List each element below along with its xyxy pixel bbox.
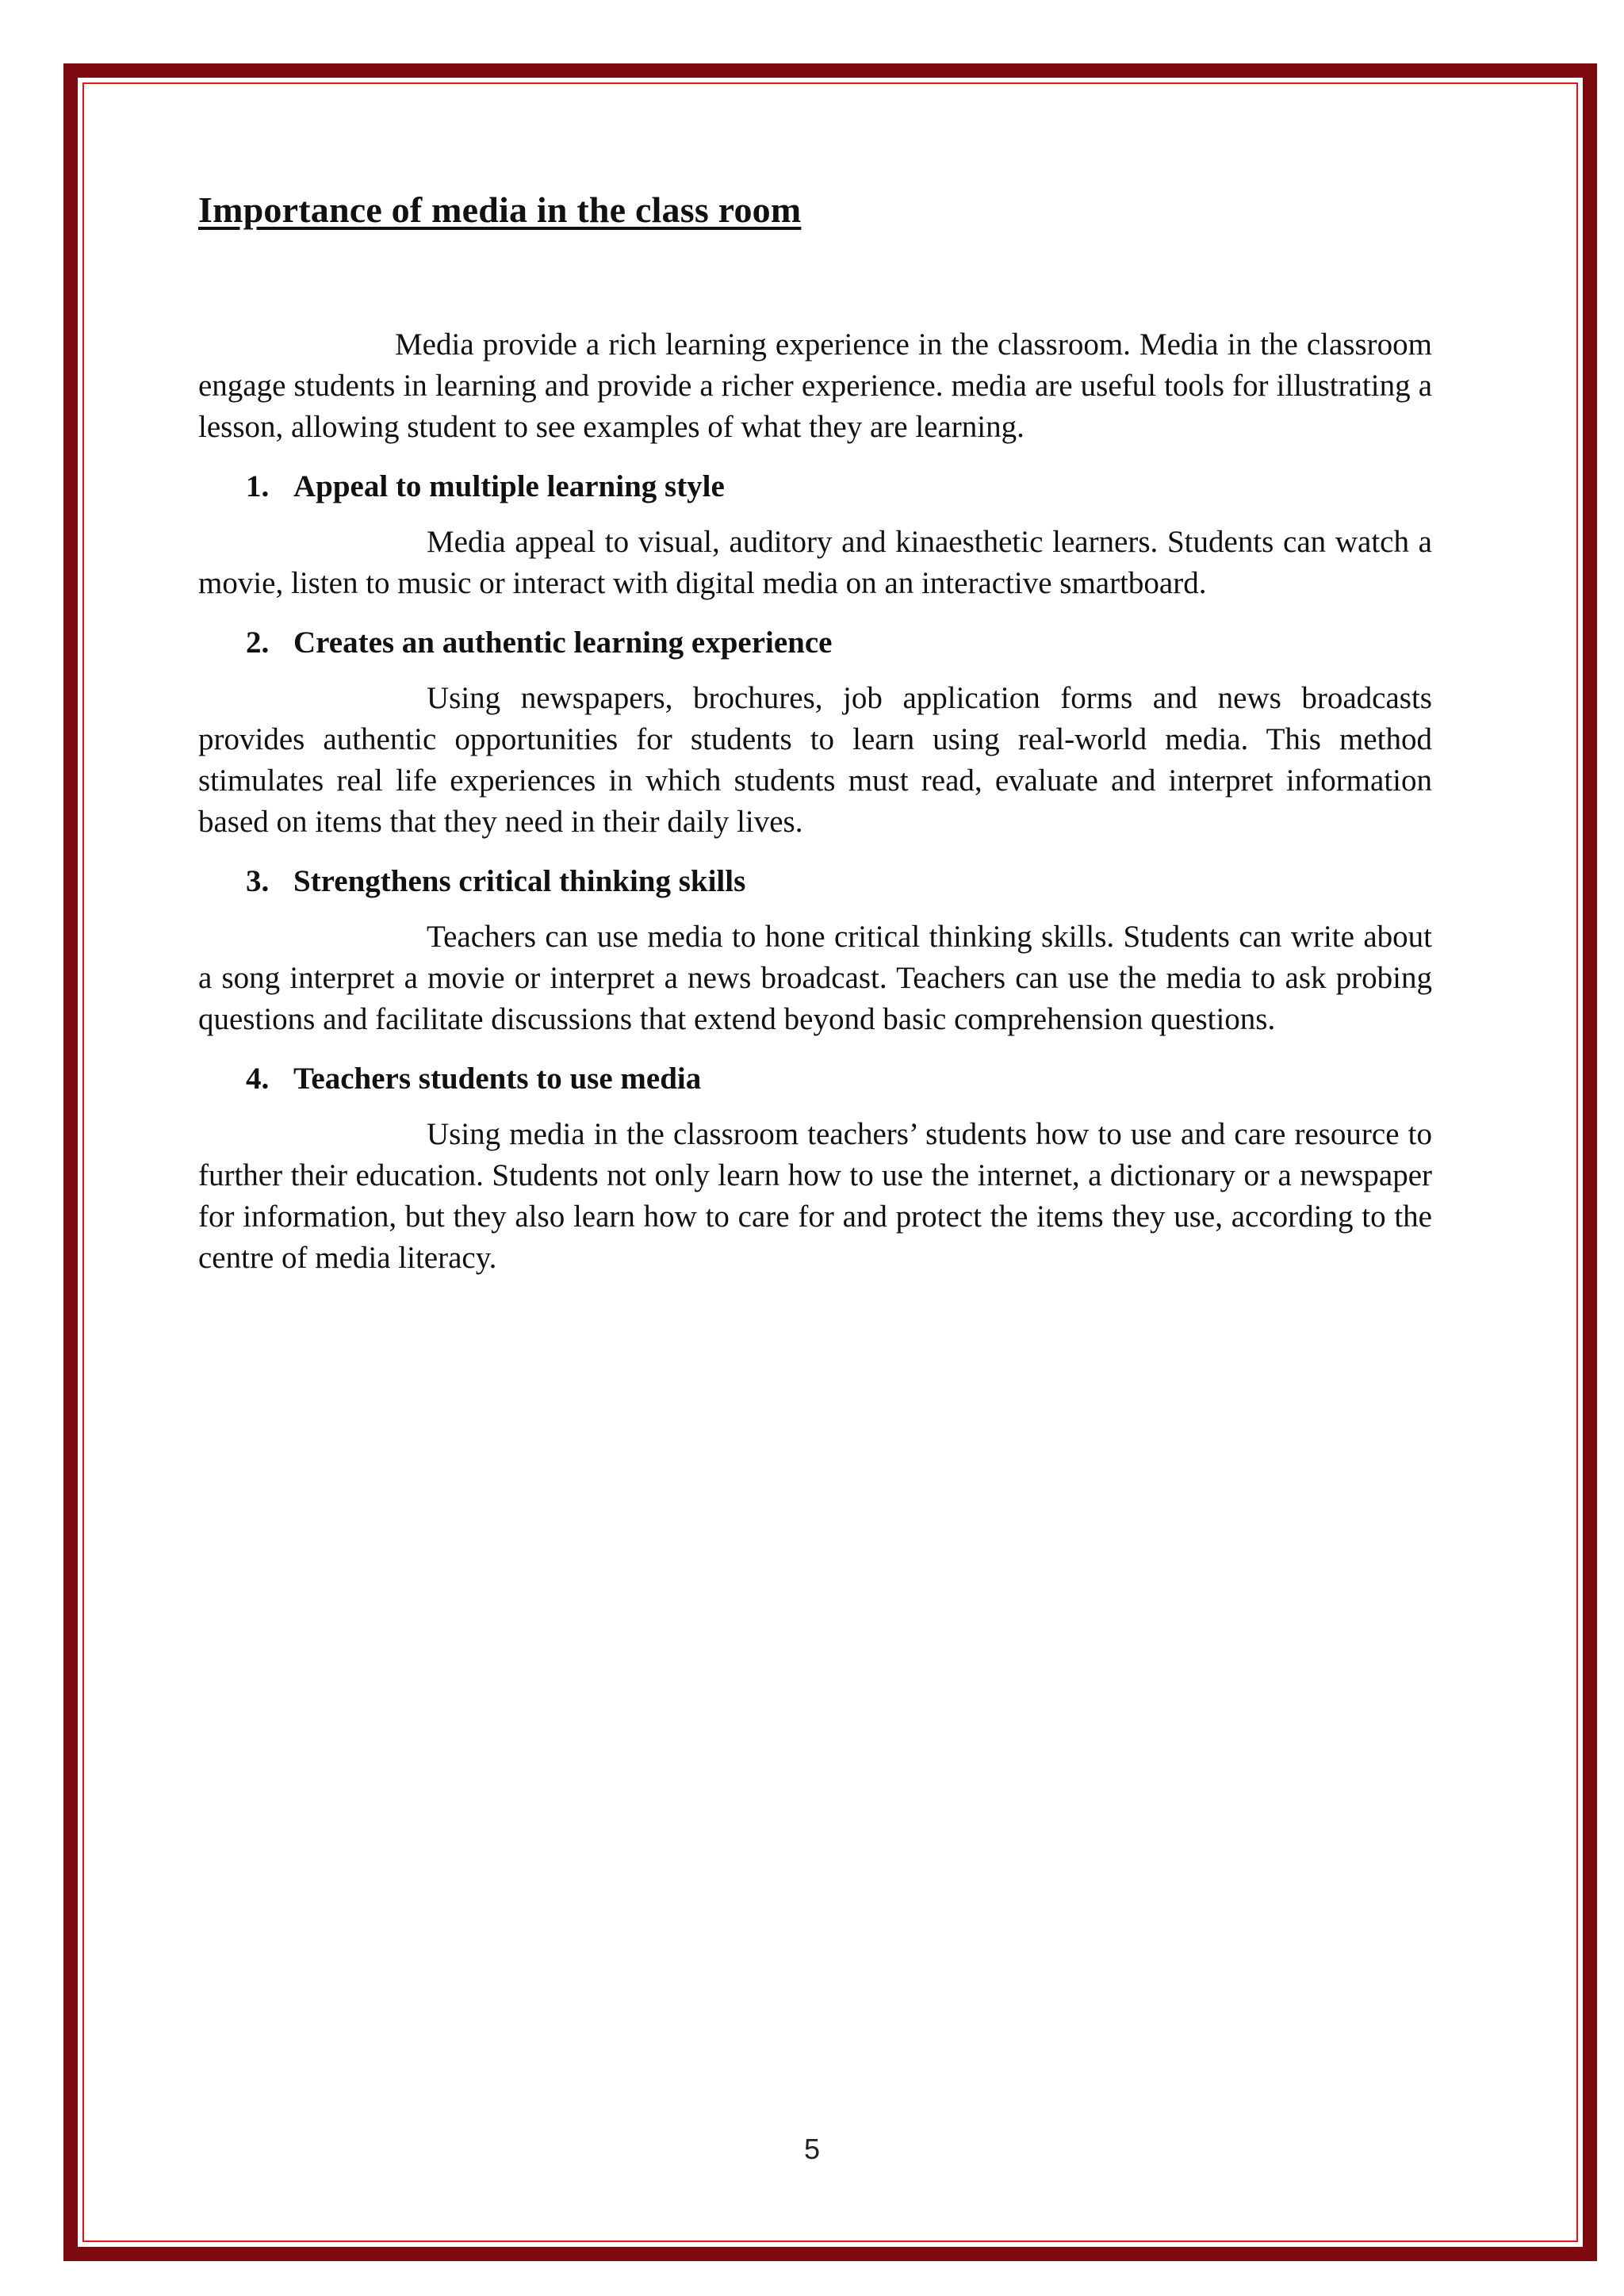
section-1 (198, 469, 1432, 604)
section-number: 2. (246, 626, 270, 660)
section-heading (246, 863, 1432, 899)
section-paragraph: Using media in the classroom teachers’ students how to use and care resource to further their education. Students not only learn how to use the internet, a dictionary or a newspaper for information, but they also learn how to care for and protect the items they use, according to the centre of media literacy. (198, 1117, 1432, 1275)
section-paragraph: Using newspapers, brochures, job application forms and news broadcasts provides authentic opportunities for students to learn using real-world media. This method stimulates real life experiences in which students must read, evaluate and interpret information based on items that they need in their daily lives. (198, 681, 1432, 839)
section-heading (246, 469, 1432, 504)
section-number: 1. (246, 469, 270, 503)
section-heading-text: Appeal to multiple learning style (293, 469, 725, 503)
page-title: Importance of media in the class room (198, 189, 802, 230)
section-number: 4. (246, 1062, 270, 1096)
section-heading-text: Creates an authentic learning experience (293, 626, 833, 660)
section-heading (246, 625, 1432, 660)
section-heading-text: Strengthens critical thinking skills (293, 864, 746, 898)
section-2 (198, 625, 1432, 843)
page-content (198, 189, 1432, 1279)
section-paragraph: Media appeal to visual, auditory and kinaesthetic learners. Students can watch a movie, listen to music or interact with digital media on an interactive smartboard. (198, 525, 1432, 600)
intro-paragraph: Media provide a rich learning experience in the classroom. Media in the classroom engage students in learning and provide a richer experience. media are useful tools for illustrating a lesson, allowing student to see examples of what they are learning. (198, 327, 1432, 444)
section-heading (246, 1061, 1432, 1096)
section-number: 3. (246, 864, 270, 898)
section-paragraph: Teachers can use media to hone critical thinking skills. Students can write about a song interpret a movie or interpret a news broadcast. Teachers can use the media to ask probing questions and facilitate discussions that extend beyond basic comprehension questions. (198, 920, 1432, 1036)
page-number: 5 (803, 2133, 821, 2165)
section-3 (198, 863, 1432, 1040)
section-heading-text: Teachers students to use media (293, 1062, 702, 1096)
section-4 (198, 1061, 1432, 1279)
